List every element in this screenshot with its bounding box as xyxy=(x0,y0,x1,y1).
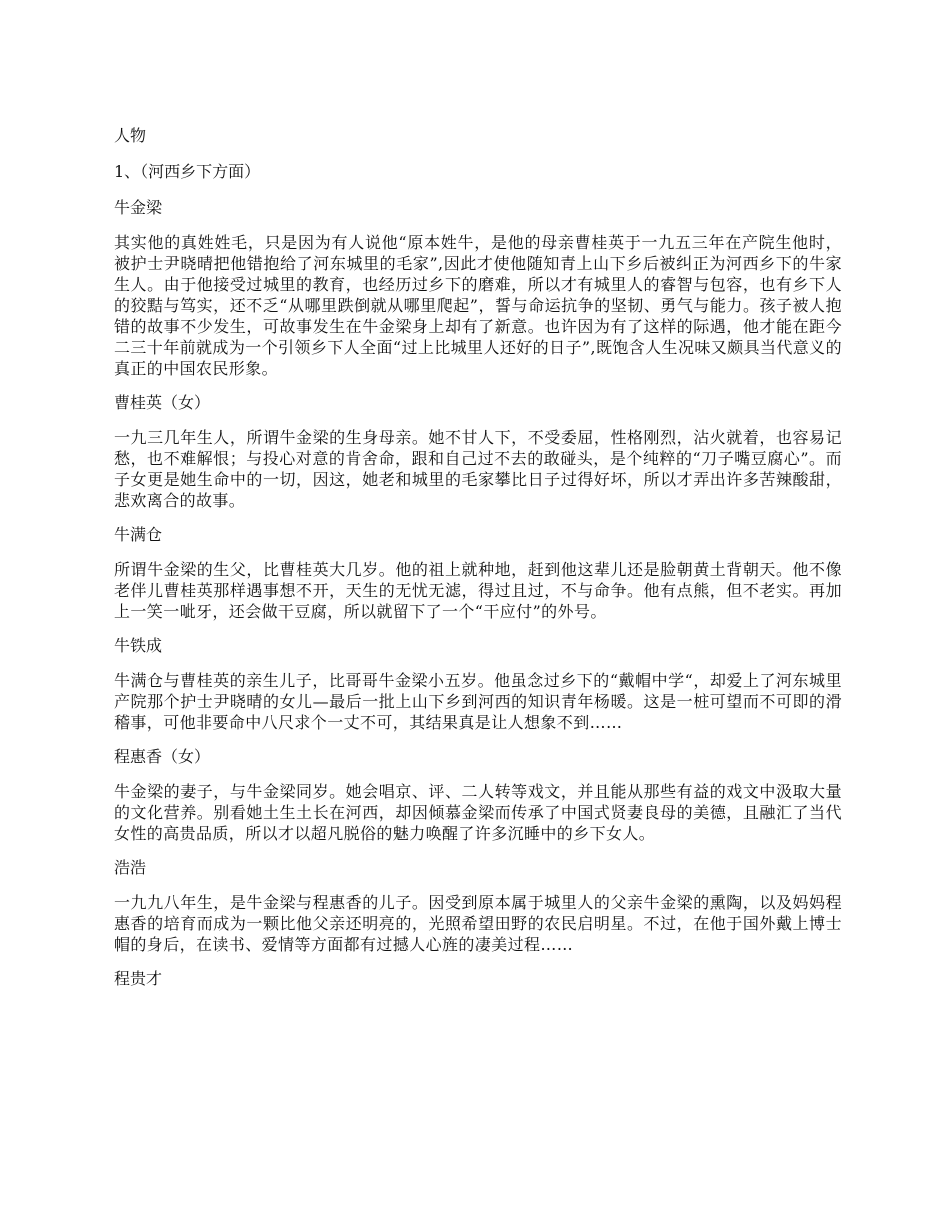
character-description: 所谓牛金梁的生父，比曹桂英大几岁。他的祖上就种地，赶到他这辈儿还是脸朝黄土背朝天。他不像老伴儿曹桂英那样遇事想不开，天生的无忧无滤，得过且过，不与命争。他有点熊，但不老实。再加上一笑一呲牙，还会做干豆腐，所以就留下了一个“干应付”的外号。 xyxy=(114,560,842,621)
character-description: 牛满仓与曹桂英的亲生儿子，比哥哥牛金梁小五岁。他虽念过乡下的“戴帽中学“，却爱上了河东城里产院那个护士尹晓晴的女儿—最后一批上山下乡到河西的知识青年杨暖。这是一桩可望而不可即的滑稽事，可他非要命中八尺求个一丈不可，其结果真是让人想象不到…… xyxy=(114,671,842,732)
character-name: 浩浩 xyxy=(114,858,147,877)
document-page xyxy=(114,124,842,1003)
character-name: 程贵才 xyxy=(114,969,163,988)
character-name: 牛金梁 xyxy=(114,198,163,217)
character-name: 牛铁成 xyxy=(114,636,163,655)
character-description: 一九三几年生人，所谓牛金梁的生身母亲。她不甘人下，不受委屈，性格刚烈，沾火就着，也容易记愁，也不难解恨；与投心对意的肯舍命，跟和自己过不去的敢碰头，是个纯粹的“刀子嘴豆腐心”。而子女更是她生命中的一切，因这，她老和城里的毛家攀比日子过得好坏，所以才弄出许多苦辣酸甜，悲欢离合的故事。 xyxy=(114,428,842,510)
character-name: 曹桂英（女） xyxy=(114,393,211,412)
section-heading: 1、（河西乡下方面） xyxy=(114,162,261,181)
character-name: 牛满仓 xyxy=(114,525,163,544)
document-title: 人物 xyxy=(114,126,147,145)
character-name: 程惠香（女） xyxy=(114,747,211,766)
character-description: 其实他的真姓姓毛，只是因为有人说他“原本姓牛，是他的母亲曹桂英于一九五三年在产院生他时，被护士尹晓晴把他错抱给了河东城里的毛家”,因此才使他随知青上山下乡后被纠正为河西乡下的牛家生人。由于他接受过城里的教育，也经历过乡下的磨难，所以才有城里人的睿智与包容，也有乡下人的狡黠与笃实，还不乏“从哪里跌倒就从哪里爬起”，誓与命运抗争的坚韧、勇气与能力。孩子被人抱错的故事不少发生，可故事发生在牛金梁身上却有了新意。也许因为有了这样的际遇，他才能在距今二三十年前就成为一个引领乡下人全面“过上比城里人还好的日子”,既饱含人生况味又颇具当代意义的真正的中国农民形象。 xyxy=(114,233,842,378)
character-description: 一九九八年生，是牛金梁与程惠香的儿子。因受到原本属于城里人的父亲牛金梁的熏陶，以及妈妈程惠香的培育而成为一颗比他父亲还明亮的，光照希望田野的农民启明星。不过，在他于国外戴上博士帽的身后，在读书、爱情等方面都有过撼人心旌的凄美过程…… xyxy=(114,893,842,954)
character-description: 牛金梁的妻子，与牛金梁同岁。她会唱京、评、二人转等戏文，并且能从那些有益的戏文中汲取大量的文化营养。别看她土生土长在河西，却因倾慕金梁而传承了中国式贤妻良母的美德，且融汇了当代女性的高贵品质，所以才以超凡脱俗的魅力唤醒了许多沉睡中的乡下女人。 xyxy=(114,782,842,843)
